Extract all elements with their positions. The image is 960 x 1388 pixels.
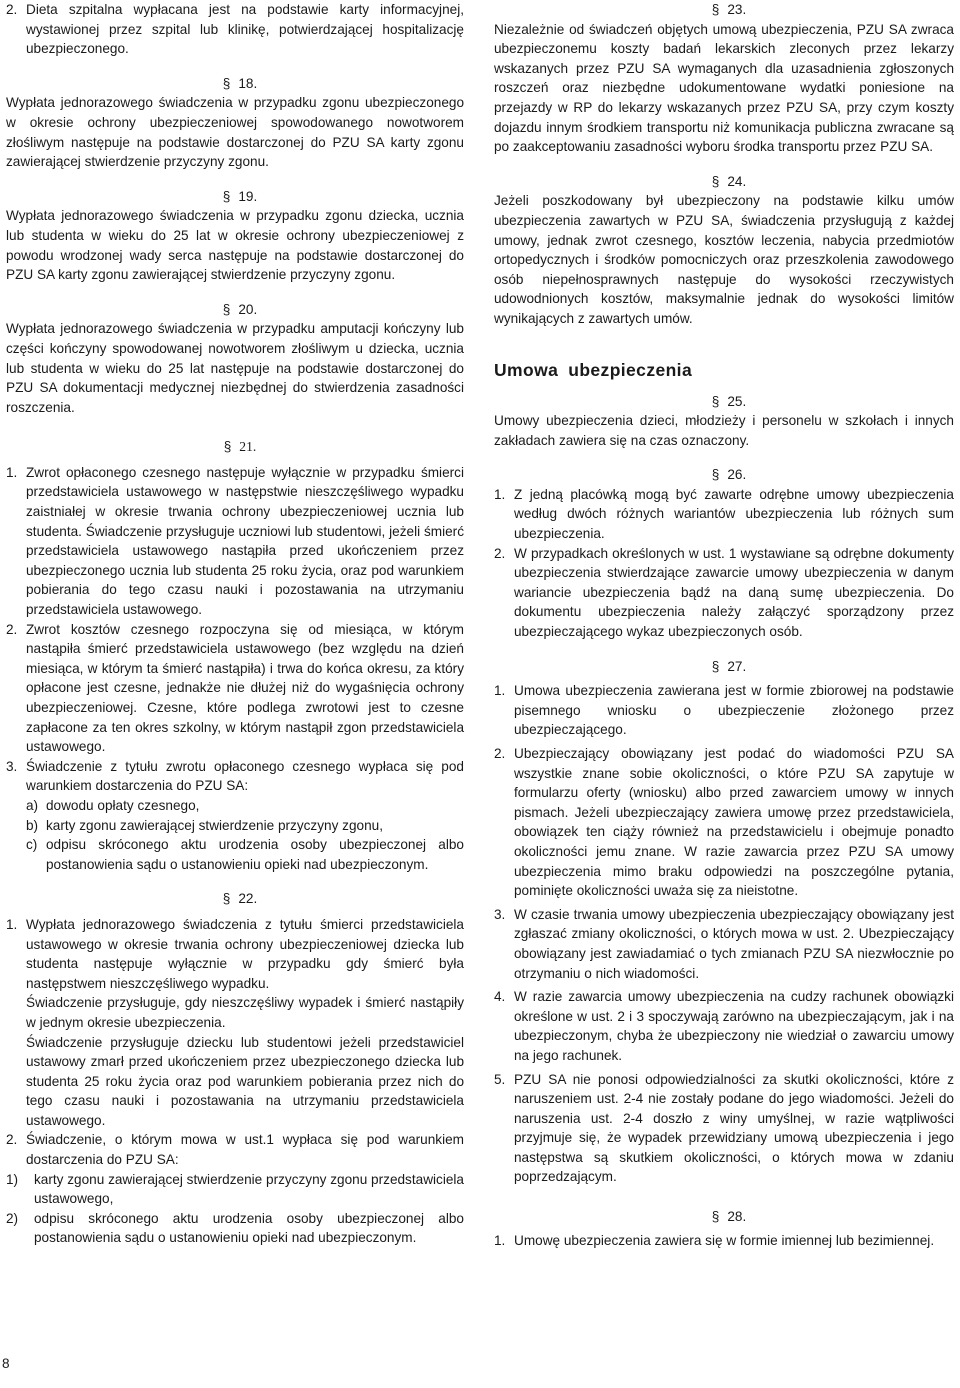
item-text: Dieta szpitalna wypłacana jest na podstawie karty informacyjnej, wystawionej przez szpital lub klinikę, potwierdzającej hospitalizację ubezpieczonego. [26,2,464,57]
section-24-text: Jeżeli poszkodowany był ubezpieczony na podstawie kilku umów ubezpieczenia zawartych w PZU SA, świadczenia przysługują z każdej umowy, jednak zwrot czesnego, kosztów leczenia, nabycia przedmiotów ortopedycznych i środków pomocniczych oraz przeszkolenia zawodowego osób niepełnosprawnych następuje do wysokości rzeczywistych udowodnionych kosztów, maksymalnie jednak do wysokości limitów wynikających z zawartych umów. [494,193,954,326]
item-number: 1. [494,1232,506,1248]
item-text: W razie zawarcia umowy ubezpieczenia na cudzy rachunek obowiązki określone w ust. 2 i 3 spoczywają zarówno na ubezpieczającym, jak i na ubezpieczonym, chyba że ubezpieczony nie wiedział o zawarciu umowy na jego rachunek. [514,989,954,1063]
section-number: 26. [727,467,747,483]
section-number: 24. [727,173,747,189]
section-symbol: § [222,188,231,204]
sub-item-text: odpisu skróconego aktu urodzenia osoby ubezpieczonej albo postanowienia sądu o ustanowieniu opieki nad ubezpieczonym. [46,837,464,872]
list-item [6,915,464,1131]
section-number: 27. [727,658,747,674]
section-heading-22 [6,889,464,909]
item-text: Umowa ubezpieczenia zawierana jest w formie zbiorowej na podstawie pisemnego wniosku o ubezpieczenie złożonego przez ubezpieczającego. [514,683,954,738]
sub-item-text: odpisu skróconego aktu urodzenia osoby ubezpieczonej albo postanowienia sądu o ustanowieniu opieki nad ubezpieczonym. [34,1210,464,1246]
chapter-heading [494,359,954,381]
item-text: Świadczenie przysługuje dziecku lub studentowi jeżeli przedstawiciel ustawowy zmarł przed ukończeniem przez ubezpieczonego dziecka lub studenta 25 roku życia oraz pod warunkiem pobierania przez nich do tego czasu nauki i pozostawania na utrzymaniu przedstawiciela ustawowego. [26,1034,464,1128]
item-number: 1. [494,683,506,699]
sub-list-item [6,796,464,816]
item-text: W czasie trwania umowy ubezpieczenia ubezpieczający obowiązany jest zgłaszać zmiany okoliczności, o których mowa w ust. 2. Ubezpieczający obowiązany jest zawiadamiać o tych zmianach PZU SA niezwłocznie po otrzymaniu o nich wiadomości. [514,906,954,981]
section-symbol: § [711,658,720,674]
item-text: Świadczenie z tytułu zwrotu opłaconego czesnego wypłaca się pod warunkiem dostarczenia do PZU SA: [26,758,464,794]
section-20-text: Wypłata jednorazowego świadczenia w przypadku amputacji kończyny lub części kończyny spowodowanej nowotworem złośliwym u dziecka, ucznia lub studenta w wieku do 25 lat następuje na podstawie dostarczonej do PZU SA dokumentacji medycznej niezbędnej do stwierdzenia zasadności roszczenia. [6,321,464,415]
sub-item-text: karty zgonu zawierającej stwierdzenie przyczyny zgonu przedstawiciela ustawowego, [34,1171,464,1207]
page-number: 8 [2,1356,10,1371]
list-item [494,1231,954,1251]
item-text: W przypadkach określonych w ust. 1 wystawiane są odrębne dokumenty ubezpieczenia stwierdzające zawarcie umowy ubezpieczenia w danym wariancie ubezpieczenia bądź na daną sumę ubezpieczenia. Do dokumentu ubezpieczenia należy załączyć sporządzony przez ubezpieczającego wykaz ubezpieczonych osób. [514,545,954,640]
item-text: Z jedną placówką mogą być zawarte odrębne umowy ubezpieczenia według dwóch różnych wariantów ubezpieczenia lub różnych sum ubezpieczenia. [514,486,954,542]
chapter-heading-word: Umowa [494,359,559,380]
sub-list-item [6,1170,464,1209]
section-symbol: § [222,891,231,907]
section-heading-24 [494,172,954,192]
left-column [6,0,464,1248]
sub-item-text: dowodu opłaty czesnego, [46,797,200,813]
section-symbol: § [711,173,720,189]
section-heading-20 [6,300,464,320]
item-text: Świadczenie, o którym mowa w ust.1 wypłaca się pod warunkiem dostarczenia do PZU SA: [26,1132,464,1168]
section-heading-27 [494,657,954,677]
section-number: 19. [238,188,258,204]
section-23-text: Niezależnie od świadczeń objętych umową ubezpieczenia, PZU SA zwraca ubezpieczonemu koszty badań lekarskich zleconych przez lekarzy wskazanych przez PZU SA wymaganych dla uzasadnienia zgłoszonych roszczeń oraz niezbędne udokumentowane wydatki poniesione na przejazdy w RP do lekarzy wskazanych przez PZU SA, przy czym koszty dojazdu innym środkiem transportu niż komunikacja publiczna zwracane są po zaakceptowaniu zasadności wyboru środka transportu przez PZU SA. [494,21,954,155]
item-number: 5. [494,1071,506,1087]
sub-item-letter: c) [26,837,38,853]
list-item [494,1070,954,1188]
section-number: 28. [727,1209,747,1225]
sub-item-text: karty zgonu zawierającej stwierdzenie przyczyny zgonu, [46,817,383,833]
section-number: 23. [727,2,747,17]
section-heading-19 [6,187,464,207]
section-symbol: § [223,439,232,455]
item-number: 2. [494,746,506,761]
list-item [494,905,954,983]
section-heading-28 [494,1207,954,1227]
item-number: 1. [494,486,506,502]
item-text: Ubezpieczający obowiązany jest podać do wiadomości PZU SA wszystkie znane sobie okoliczności, o które PZU SA zapytuje w formularzu oferty (wniosku) albo przed zawarciem umowy w innych pismach. Jeżeli ubezpieczający zawiera umowę przez przedstawiciela, obowiązek ten ciąży również na przedstawicielu i obejmuje ponadto okoliczności jemu znane. W razie zawarcia przez PZU SA umowy ubezpieczenia mimo braku odpowiedzi na poszczególne pytania, pominięte okoliczności uważa się za nieistotne. [514,746,954,899]
item-number: 4. [494,989,506,1005]
sub-item-number: 2) [6,1210,19,1226]
section-heading-21 [6,437,464,457]
item-text: Zwrot opłaconego czesnego następuje wyłącznie w przypadku śmierci przedstawiciela ustawowego w następstwie nieszczęśliwego wypadku zaistniałej w okresie trwania ochrony ubezpieczeniowej ucznia lub studenta. Świadczenie przysługuje uczniowi lub studentowi, jeżeli śmierć przedstawiciela ustawowego nastąpiła przed ukończeniem przez ubezpieczonego ucznia lub studenta 25 roku życia, oraz pod warunkiem pobierania do tego czasu nauki i pozostawania na utrzymaniu przedstawiciela ustawowego. [26,464,464,618]
item-number: 2. [6,2,18,17]
item-text: Zwrot kosztów czesnego rozpoczyna się od miesiąca, w którym nastąpiła śmierć przedstawiciela ustawowego (bez względu na dzień miesiąca, w którym ta śmierć nastąpiła) i trwa do końca okresu, za który opłacone jest czesne, jednakże nie dłużej niż do wygaśnięcia ochrony ubezpieczeniowej. Czesne, które podlega zwrotowi jest to czesne zapłacone za ten okres szkolny, w którym nastąpił zgon przedstawiciela ustawowego. [26,621,464,755]
section-symbol: § [711,2,720,17]
right-column [494,0,954,1250]
section-18-text: Wypłata jednorazowego świadczenia w przypadku zgonu ubezpieczonego w okresie ochrony ubezpieczeniowej spowodowanego nowotworem złośliwym następuje na podstawie dostarczonej do PZU SA karty zgonu zawierającej stwierdzenie przyczyny zgonu. [6,95,464,170]
sub-list-item [6,816,464,836]
section-number: 22. [238,891,258,907]
section-number: 18. [238,75,258,91]
item-text: Wypłata jednorazowego świadczenia z tytułu śmierci przedstawiciela ustawowego w okresie trwania ochrony ubezpieczeniowej dziecka lub studenta następuje wyłącznie w przypadku gdy śmierć była następstwem nieszczęśliwego wypadku. [26,916,464,991]
chapter-heading-word: ubezpieczenia [568,359,693,380]
sub-item-letter: b) [26,817,39,833]
list-item [494,544,954,642]
section-symbol: § [711,393,720,409]
section-symbol: § [222,301,231,317]
section-heading-23 [494,0,954,20]
list-item [494,485,954,544]
section-number: 21. [239,439,257,455]
item-number: 1. [6,464,18,480]
section-heading-26 [494,465,954,485]
list-item [6,620,464,757]
sub-list-item [6,835,464,874]
section-heading-25 [494,392,954,412]
item-number: 2. [6,621,18,637]
item-number: 3. [6,758,18,774]
list-item [494,987,954,1065]
list-item [6,463,464,620]
section-symbol: § [711,467,720,483]
item-number: 2. [6,1132,18,1148]
item-text: Świadczenie przysługuje, gdy nieszczęśliwy wypadek i śmierć nastąpiły w jednym okresie ubezpieczenia. [26,995,464,1030]
list-item [6,757,464,796]
item-number: 3. [494,906,506,922]
list-item [494,681,954,740]
item-text: PZU SA nie ponosi odpowiedzialności za skutki okoliczności, które z naruszeniem ust. 2-4 nie zostały podane do jego wiadomości. Jeżeli do naruszenia ust. 2-4 doszło z winy umyślnej, w razie wątpliwości przyjmuje się, że wypadek przewidziany umową ubezpieczenia i jego następstwa są skutkiem okoliczności, o których mowa w zdaniu poprzedzającym. [514,1071,954,1185]
list-item [494,744,954,901]
sub-list-item [6,1209,464,1248]
section-heading-18 [6,74,464,94]
item-number: 1. [6,916,18,932]
sub-item-letter: a) [26,797,39,813]
section-symbol: § [222,75,231,91]
section-number: 20. [238,301,258,317]
item-number: 2. [494,545,506,561]
section-25-text: Umowy ubezpieczenia dzieci, młodzieży i personelu w szkołach i innych zakładach zawiera się na czas oznaczony. [494,413,954,448]
section-19-text: Wypłata jednorazowego świadczenia w przypadku zgonu dziecka, ucznia lub studenta w wieku do 25 lat w okresie ochrony ubezpieczeniowej z powodu wrodzonej wady serca następuje na podstawie dostarczonej do PZU SA karty zgonu zawierającej stwierdzenie przyczyny zgonu. [6,208,464,283]
list-item [6,0,464,59]
section-number: 25. [727,393,747,409]
list-item [6,1130,464,1169]
item-text: Umowę ubezpieczenia zawiera się w formie imiennej lub bezimiennej. [514,1232,935,1248]
section-symbol: § [711,1209,720,1225]
sub-item-number: 1) [6,1171,19,1187]
